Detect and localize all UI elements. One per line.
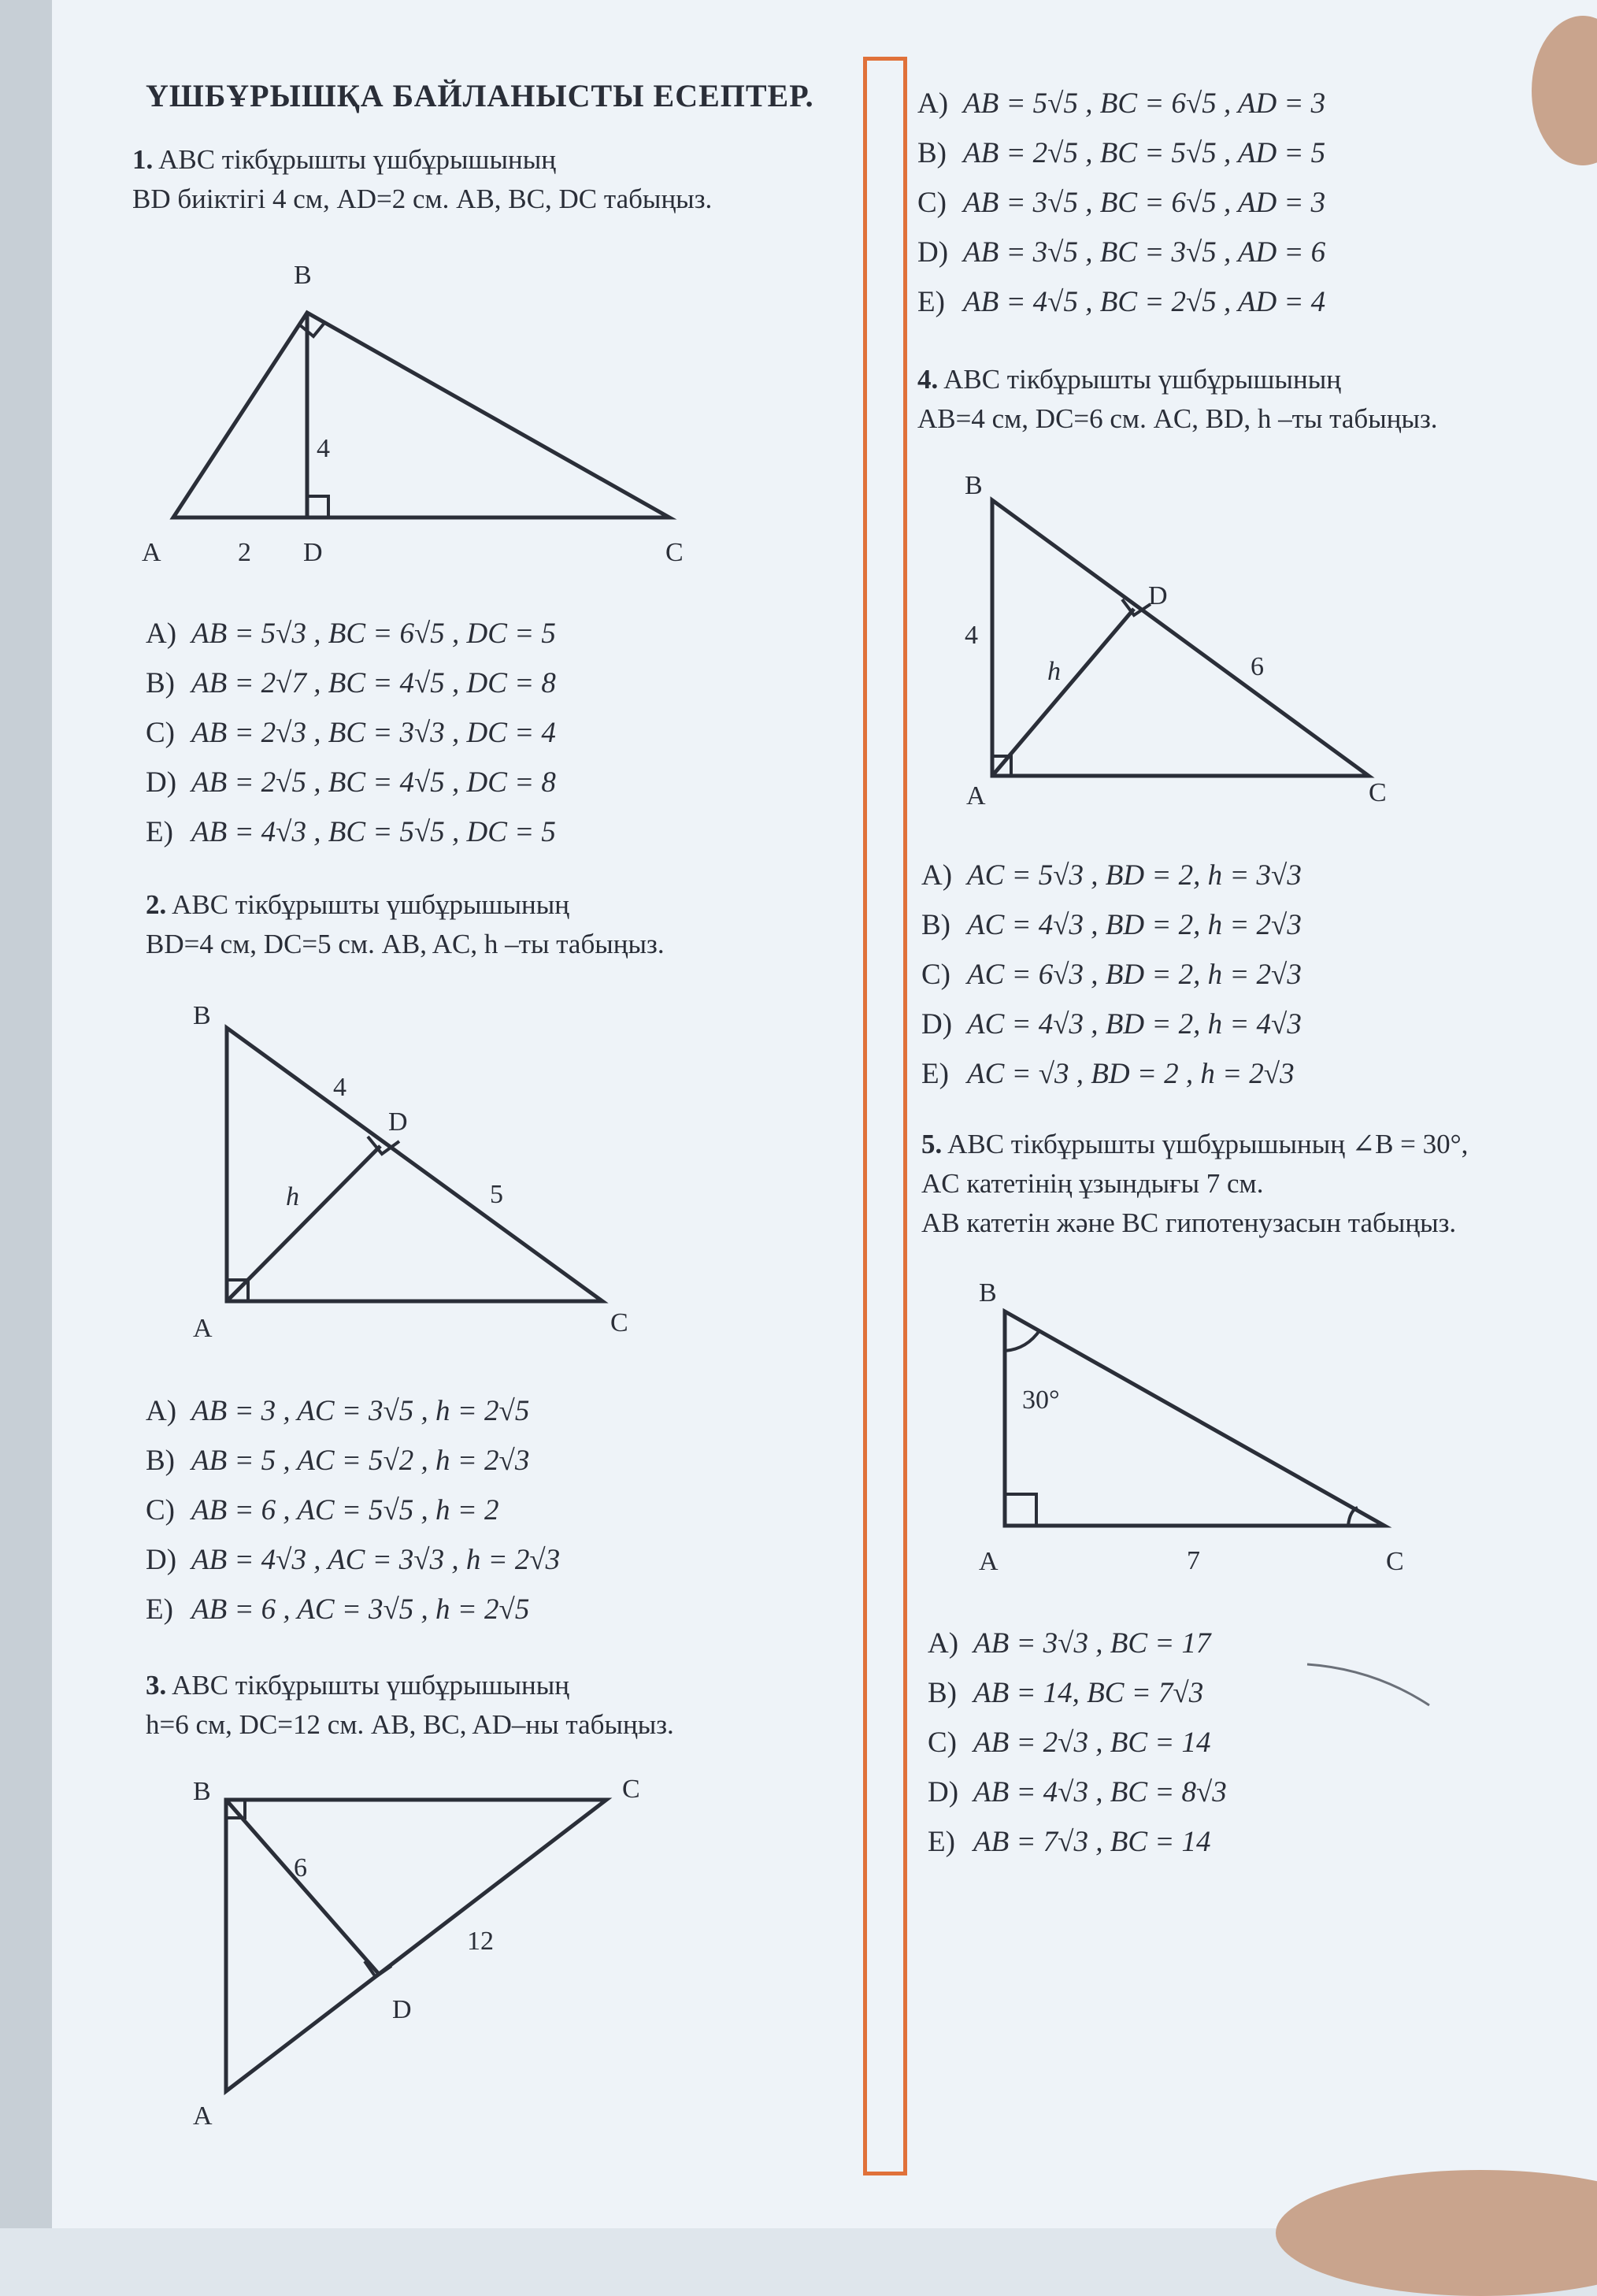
- problem-4-option-e[interactable]: E) AC = √3 , BD = 2 , h = 2√3: [921, 1058, 1295, 1090]
- height-h-label: h: [1047, 657, 1061, 686]
- right-angle-mark-d: [307, 496, 328, 517]
- problem-5-number: 5.: [921, 1129, 943, 1159]
- problem-3-option-d[interactable]: D) AB = 3√5 , BC = 3√5 , AD = 6: [917, 236, 1326, 269]
- vertex-b-label: B: [965, 471, 983, 500]
- vertex-a-label: A: [979, 1547, 999, 1576]
- problem-1-option-e[interactable]: E) AB = 4√3 , BC = 5√5 , DC = 5: [146, 816, 556, 848]
- problem-4-line-2: AB=4 см, DC=6 см. AC, BD, h –ты табыңыз.: [917, 403, 1438, 434]
- triangle-abc: [1005, 1311, 1384, 1526]
- triangle-abc: [173, 313, 669, 517]
- column-divider: [863, 57, 907, 2175]
- vertex-c-label: C: [610, 1308, 628, 1337]
- problem-5-option-e[interactable]: E) AB = 7√3 , BC = 14: [928, 1826, 1211, 1858]
- page-title: ҮШБҰРЫШҚА БАЙЛАНЫСТЫ ЕСЕПТЕР.: [146, 78, 814, 113]
- problem-1-figure: [142, 260, 709, 575]
- problem-1-option-c[interactable]: C) AB = 2√3 , BC = 3√3 , DC = 4: [146, 717, 556, 749]
- problem-3-options: [917, 79, 1325, 327]
- length-ad-label: 2: [238, 538, 251, 567]
- vertex-c-label: C: [1386, 1547, 1404, 1576]
- right-angle-mark-a: [1005, 1494, 1036, 1526]
- problem-4-number: 4.: [917, 364, 939, 395]
- length-bd-label: 4: [317, 434, 330, 463]
- problem-5-option-a[interactable]: A) AB = 3√3 , BC = 17: [928, 1627, 1211, 1660]
- problem-1-options: [146, 609, 556, 857]
- problem-4-statement: [917, 360, 1438, 439]
- problem-2-line-1: ABC тікбұрышты үшбұрышының: [172, 889, 569, 920]
- problem-2-options: [146, 1386, 560, 1634]
- angle-b-arc: [1005, 1330, 1040, 1351]
- length-h-label: 6: [294, 1853, 307, 1882]
- problem-5-line-3: AB катетін және BC гипотенузасын табыңыз.: [921, 1207, 1457, 1238]
- problem-1-statement: [132, 140, 712, 219]
- vertex-d-label: D: [388, 1107, 408, 1137]
- altitude-bd: [226, 1800, 378, 1973]
- vertex-d-label: D: [303, 538, 323, 567]
- height-h-label: h: [286, 1182, 299, 1211]
- problem-1-option-b[interactable]: B) AB = 2√7 , BC = 4√5 , DC = 8: [146, 667, 556, 699]
- problem-5-option-b[interactable]: B) AB = 14, BC = 7√3: [928, 1677, 1204, 1709]
- problem-4-option-b[interactable]: B) AC = 4√3 , BD = 2, h = 2√3: [921, 909, 1302, 941]
- problem-3-number: 3.: [146, 1670, 167, 1701]
- vertex-c-label: C: [622, 1775, 640, 1804]
- problem-1-line-1: ABC тікбұрышты үшбұрышының: [158, 144, 556, 175]
- problem-5-statement: [921, 1125, 1468, 1243]
- triangle-abc: [227, 1028, 602, 1301]
- problem-5-options: [928, 1619, 1227, 1867]
- vertex-c-label: C: [665, 538, 684, 567]
- problem-2-option-a[interactable]: A) AB = 3 , AC = 3√5 , h = 2√5: [146, 1395, 530, 1427]
- problem-3-line-1: ABC тікбұрышты үшбұрышының: [172, 1670, 569, 1701]
- problem-5-line-2: AC катетінің ұзындығы 7 см.: [921, 1168, 1264, 1199]
- problem-3-option-e[interactable]: E) AB = 4√5 , BC = 2√5 , AD = 4: [917, 286, 1326, 318]
- length-ab-label: 4: [965, 621, 978, 650]
- problem-5-figure: [976, 1272, 1449, 1587]
- angle-b-label: 30°: [1022, 1385, 1060, 1415]
- vertex-b-label: B: [193, 1001, 211, 1030]
- problem-2-option-d[interactable]: D) AB = 4√3 , AC = 3√3 , h = 2√3: [146, 1544, 561, 1576]
- problem-4-line-1: ABC тікбұрышты үшбұрышының: [943, 364, 1341, 395]
- vertex-a-label: A: [193, 2101, 213, 2131]
- length-dc-label: 5: [490, 1180, 503, 1209]
- vertex-c-label: C: [1369, 778, 1387, 807]
- problem-3-line-2: h=6 см, DC=12 см. AB, BC, AD–ны табыңыз.: [146, 1709, 674, 1740]
- vertex-b-label: B: [979, 1278, 997, 1307]
- altitude-ad: [227, 1146, 380, 1301]
- triangle-abc: [226, 1800, 606, 2091]
- problem-1-number: 1.: [132, 144, 154, 175]
- vertex-b-label: B: [294, 261, 312, 290]
- length-dc-label: 6: [1251, 652, 1264, 681]
- problem-2-figure: [193, 996, 650, 1343]
- length-dc-label: 12: [467, 1927, 494, 1956]
- vertex-a-label: A: [142, 538, 161, 567]
- problem-3-option-c[interactable]: C) AB = 3√5 , BC = 6√5 , AD = 3: [917, 187, 1326, 219]
- vertex-a-label: A: [966, 781, 986, 810]
- vertex-a-label: A: [193, 1314, 213, 1343]
- length-bd-label: 4: [333, 1073, 346, 1102]
- problem-3-option-a[interactable]: A) AB = 5√5 , BC = 6√5 , AD = 3: [917, 87, 1326, 120]
- length-ac-label: 7: [1187, 1546, 1200, 1575]
- altitude-ad: [992, 609, 1134, 776]
- problem-3-figure: [193, 1772, 665, 2135]
- right-angle-mark-b: [299, 323, 324, 336]
- vertex-d-label: D: [392, 1995, 412, 2024]
- problem-2-option-e[interactable]: E) AB = 6 , AC = 3√5 , h = 2√5: [146, 1593, 530, 1626]
- problem-1-option-a[interactable]: A) AB = 5√3 , BC = 6√5 , DC = 5: [146, 618, 556, 650]
- problem-3-option-b[interactable]: B) AB = 2√5 , BC = 5√5 , AD = 5: [917, 137, 1326, 169]
- problem-4-option-d[interactable]: D) AC = 4√3 , BD = 2, h = 4√3: [921, 1008, 1302, 1040]
- background-edge: [0, 0, 52, 2228]
- problem-4-figure: [953, 469, 1425, 815]
- vertex-b-label: B: [193, 1777, 211, 1806]
- problem-5-line-1: ABC тікбұрышты үшбұрышының ∠B = 30°,: [947, 1129, 1469, 1159]
- problem-2-statement: [146, 885, 665, 964]
- problem-1-option-d[interactable]: D) AB = 2√5 , BC = 4√5 , DC = 8: [146, 766, 556, 799]
- problem-2-option-c[interactable]: C) AB = 6 , AC = 5√5 , h = 2: [146, 1494, 499, 1526]
- problem-2-number: 2.: [146, 889, 167, 920]
- problem-3-statement: [146, 1666, 674, 1745]
- problem-1-line-2: BD биіктігі 4 см, AD=2 см. AB, BC, DC табыңыз.: [132, 184, 713, 214]
- problem-4-options: [921, 851, 1302, 1099]
- vertex-d-label: D: [1148, 581, 1168, 610]
- triangle-abc: [992, 500, 1369, 776]
- problem-5-option-c[interactable]: C) AB = 2√3 , BC = 14: [928, 1727, 1211, 1759]
- problem-2-option-b[interactable]: B) AB = 5 , AC = 5√2 , h = 2√3: [146, 1445, 530, 1477]
- problem-4-option-a[interactable]: A) AC = 5√3 , BD = 2, h = 3√3: [921, 859, 1302, 892]
- problem-2-line-2: BD=4 см, DC=5 см. AB, AC, h –ты табыңыз.: [146, 929, 665, 959]
- problem-5-option-d[interactable]: D) AB = 4√3 , BC = 8√3: [928, 1776, 1227, 1808]
- problem-4-option-c[interactable]: C) AC = 6√3 , BD = 2, h = 2√3: [921, 959, 1302, 991]
- pencil-stroke-mark: [1303, 1658, 1437, 1713]
